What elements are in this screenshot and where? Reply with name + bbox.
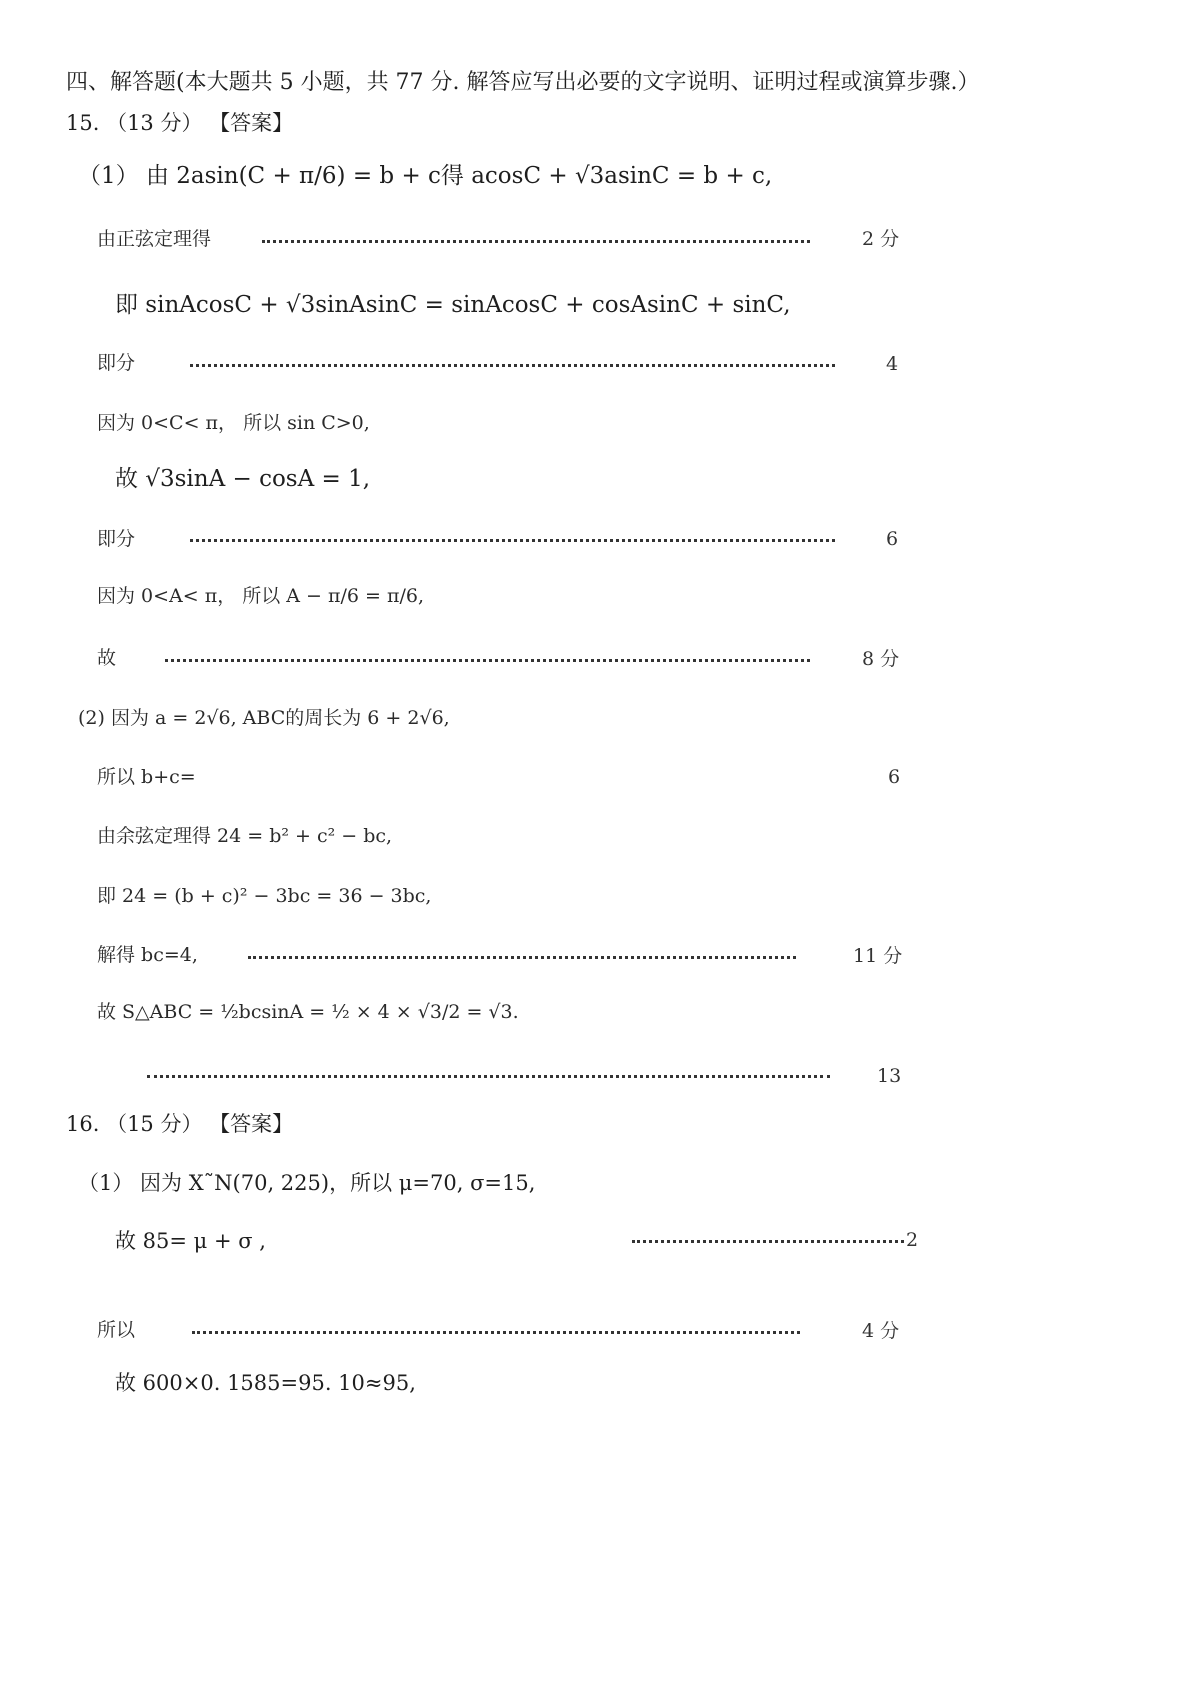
dotted-leader — [192, 1331, 800, 1334]
dotted-leader — [248, 956, 796, 959]
q16-step-suoyi: 所以 — [97, 1319, 136, 1341]
q15-step-sine-rule: 由正弦定理得 — [97, 228, 212, 250]
q15-bc-equation: 即 24 = (b + c)² − 3bc = 36 − 3bc, — [97, 885, 432, 907]
dotted-leader — [147, 1075, 830, 1078]
q15-step-ji-fen-1: 即分 — [97, 352, 136, 374]
q15-part1-equation: （1） 由 2asin(C + π/6) = b + c得 acosC + √3asinC = b + c, — [78, 163, 773, 189]
dotted-leader — [165, 659, 810, 662]
dotted-leader — [632, 1240, 904, 1243]
q15-score-6b: 6 — [888, 766, 901, 788]
q15-part2-line: (2) 因为 a = 2√6, ABC的周长为 6 + 2√6, — [78, 707, 450, 729]
q15-step-jiede: 解得 bc=4, — [97, 944, 198, 966]
q15-score-6a: 6 — [886, 528, 899, 550]
q15-step-ji-fen-2: 即分 — [97, 528, 136, 550]
q16-score-2: 2 — [906, 1229, 919, 1251]
q15-score-2: 2 分 — [862, 228, 900, 250]
q15-heading: 15. （13 分） 【答案】 — [66, 111, 294, 135]
q16-600-line: 故 600×0. 1585=95. 10≈95, — [115, 1371, 416, 1395]
section-title: 四、解答题(本大题共 5 小题，共 77 分. 解答应写出必要的文字说明、证明过程或演算步骤.） — [66, 70, 980, 95]
q15-score-13: 13 — [877, 1065, 902, 1087]
q15-score-8: 8 分 — [862, 648, 900, 670]
q15-sin-equation: 即 sinAcosC + √3sinAsinC = sinAcosC + cosAsinC + sinC, — [115, 292, 791, 318]
q16-heading: 16. （15 分） 【答案】 — [66, 1112, 294, 1136]
q15-cosine-rule: 由余弦定理得 24 = b² + c² − bc, — [97, 825, 393, 847]
q16-score-4: 4 分 — [862, 1320, 900, 1342]
q16-part1-line: （1） 因为 X˜N(70, 225)，所以 μ=70, σ=15, — [78, 1171, 536, 1195]
dotted-leader — [190, 364, 835, 367]
q16-85-line: 故 85= μ + σ , — [115, 1229, 266, 1253]
dotted-leader — [190, 539, 835, 542]
q15-sqrt3-equation: 故 √3sinA − cosA = 1, — [115, 466, 371, 492]
q15-c-range: 因为 0<C< π， 所以 sin C>0, — [97, 412, 370, 434]
q15-b-plus-c: 所以 b+c= — [97, 766, 196, 788]
q15-score-4: 4 — [886, 353, 899, 375]
dotted-leader — [262, 240, 810, 243]
q15-score-11: 11 分 — [853, 945, 903, 967]
q15-area-formula: 故 S△ABC = ½bcsinA = ½ × 4 × √3/2 = √3. — [97, 1001, 519, 1023]
q15-a-range: 因为 0<A< π， 所以 A − π/6 = π/6, — [97, 585, 425, 607]
q15-step-gu: 故 — [97, 647, 117, 669]
